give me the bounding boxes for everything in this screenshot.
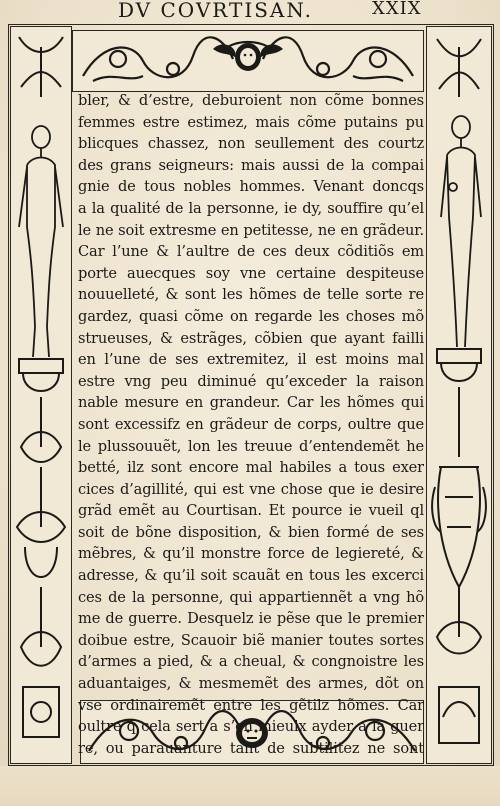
text-line: me de guerre. Desquelz ie pẽse que le premier [78, 610, 424, 628]
text-line: d’armes a pied, & a cheual, & congnoistre les [78, 653, 424, 671]
text-line: blicques chassez, non seullement des courtz [78, 135, 424, 153]
left-ornament-column [10, 26, 72, 764]
text-line: le ne soit extresme en petitesse, ne en grãdeur. [78, 221, 424, 239]
text-line: mẽbres, & qu’il monstre force de legiereté, & [78, 545, 424, 563]
text-line: cices d’agillité, qui est vne chose que ie desire [78, 480, 424, 498]
text-line: nable mesure en grandeur. Car les hõmes qui [78, 394, 424, 412]
text-line: adresse, & qu’il soit scauãt en tous les excerci [78, 567, 424, 585]
text-line: doibue estre, Scauoir biẽ manier toutes sortes [78, 631, 424, 649]
top-ornament-band [72, 30, 424, 92]
text-line: a la qualité de la personne, ie dy, souffire qu’el [78, 199, 424, 217]
text-line: vse ordinairemẽt entre les gẽtilz hõmes. Car [78, 696, 424, 714]
text-line: re, ou parauanture tant de subtilitez ne sont [78, 739, 424, 757]
female-figure-vase-icon [427, 27, 491, 763]
folio-number: XXIX [372, 0, 422, 19]
bottom-margin [0, 766, 500, 806]
page-header [0, 0, 500, 22]
text-line: nouuelleté, & sont les hõmes de telle sorte re [78, 286, 424, 304]
text-line: en l’une de ses extremitez, il est moins mal [78, 351, 424, 369]
text-line: aduantaiges, & mesmemẽt des armes, dõt on [78, 675, 424, 693]
text-line: gnie de tous nobles hommes. Venant doncqs [78, 178, 424, 196]
text-line: strueuses, & estrãges, cõbien que ayant failli [78, 329, 424, 347]
text-line: estre vng peu diminué qu’exceder la raison [78, 372, 424, 390]
text-line: soit de bõne disposition, & bien formé de ses [78, 523, 424, 541]
text-line: des grans seigneurs: mais aussi de la compai [78, 156, 424, 174]
scrollwork-cherub-icon [73, 31, 423, 91]
body-text-block [78, 90, 424, 757]
male-figure-candelabrum-icon [11, 27, 71, 763]
text-line: gardez, quasi cõme on regarde les choses mõ [78, 307, 424, 325]
text-line: le plussouuẽt, lon les treuue d’entendemẽt he [78, 437, 424, 455]
text-line: femmes estre estimez, mais cõme putains pu [78, 113, 424, 131]
text-line: ces de la personne, qui appartiennẽt a vng hõ [78, 588, 424, 606]
text-line: Car l’une & l’aultre de ces deux cõditiõs em [78, 243, 424, 261]
running-title: DV COVRTISAN. [118, 0, 313, 22]
right-ornament-column [426, 26, 492, 764]
text-line: oultre q̃ cela sert a s’en mieulx ayder a la guer [78, 718, 424, 736]
text-line: sont excessifz en grãdeur de corps, oultre que [78, 415, 424, 433]
text-line: grãd emẽt au Courtisan. Et pource ie vueil ql [78, 502, 424, 520]
text-line: porte auecques soy vne certaine despiteuse [78, 264, 424, 282]
text-line: bler, & d’estre, deburoient non cõme bonnes [78, 92, 424, 109]
text-line: betté, ilz sont encore mal habiles a tous exer [78, 459, 424, 477]
